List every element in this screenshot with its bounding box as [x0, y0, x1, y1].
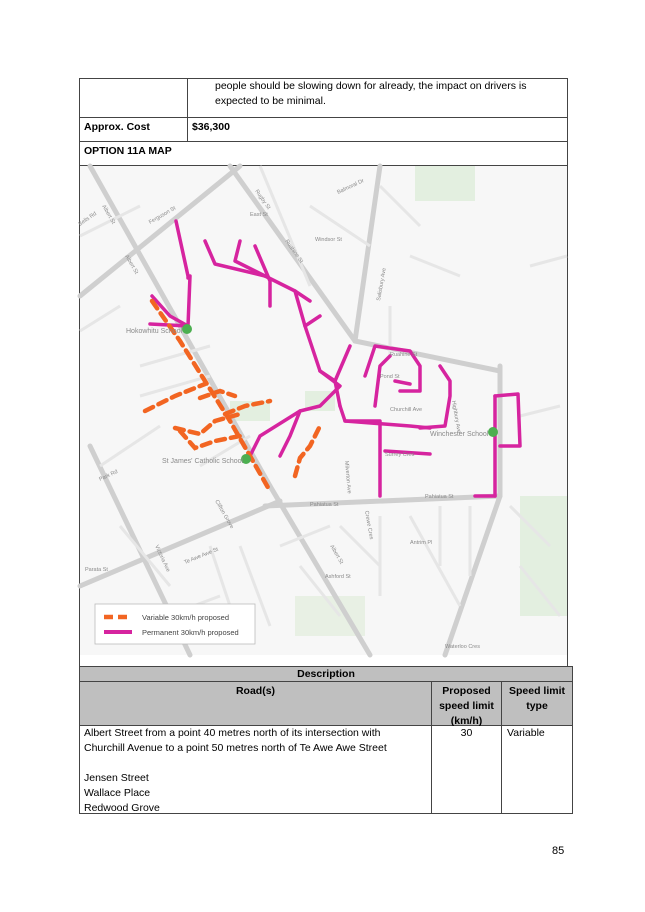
cost-label: Approx. Cost	[84, 121, 150, 133]
legend-variable-label: Variable 30km/h proposed	[142, 613, 229, 622]
street-label: Victoria Ave	[153, 544, 171, 573]
street-label: Park Rd	[98, 468, 119, 483]
table-row-speed-cell: 30	[460, 727, 473, 739]
street-label: Ferguson St	[148, 205, 177, 226]
road-line-4: Wallace Place	[84, 787, 151, 799]
school-label-1: Hokowhitu School	[126, 328, 183, 335]
school-label-2: St James' Catholic School	[162, 458, 244, 465]
col-header-type	[501, 681, 573, 726]
street-label: Surrey Cres	[385, 452, 415, 458]
street-label: Albert St	[100, 204, 117, 226]
street-label: Pahiatua St	[310, 502, 339, 508]
legend-permanent-label: Permanent 30km/h proposed	[142, 628, 239, 637]
col-header-speed-line-1: Proposed	[442, 685, 491, 697]
street-label: Ruahine St	[390, 352, 418, 358]
street-label: Pahiatua St	[425, 494, 454, 500]
street-label: Salisbury Ave	[376, 267, 388, 302]
street-label: Ashford St	[325, 574, 351, 580]
col-header-speed-line-3: (km/h)	[450, 715, 483, 727]
park-area	[520, 496, 567, 616]
continuation-line-1: people should be slowing down for already, the impact on drivers is	[215, 80, 527, 92]
street-label: Albert St	[328, 544, 345, 566]
map-heading: OPTION 11A MAP	[84, 145, 172, 157]
street-label: Pond St	[380, 374, 400, 380]
park-area	[415, 166, 475, 201]
table-row-type-cell: Variable	[507, 727, 545, 739]
col-header-type-line-2: type	[526, 700, 548, 712]
cost-value: $36,300	[192, 121, 230, 133]
street-label: Clifton Grove	[213, 499, 235, 530]
street-label: Parata St	[85, 567, 108, 573]
street-label: Te Awe Awe St	[183, 546, 220, 566]
map-legend	[95, 604, 255, 644]
description-header: Description	[79, 666, 573, 682]
street-label: Rugby St	[253, 188, 272, 211]
page-number: 85	[552, 845, 565, 857]
school-label-3: Winchester School	[430, 431, 489, 438]
street-label: Churchill Ave	[390, 407, 422, 413]
street-label: Highbury Ave	[450, 400, 462, 434]
park-area	[230, 401, 270, 421]
col-header-road: Road(s)	[79, 681, 432, 726]
street-label: East St	[250, 212, 268, 218]
road-line-1: Albert Street from a point 40 metres north of its intersection with	[84, 727, 381, 739]
road-line-2: Churchill Avenue to a point 50 metres north of Te Awe Awe Street	[84, 742, 387, 754]
col-header-speed	[431, 681, 502, 726]
street-label: Waterloo Cres	[445, 644, 480, 650]
road-line-3: Jensen Street	[84, 772, 149, 784]
col-header-speed-line-2: speed limit	[439, 700, 494, 712]
street-label: Ruahine St	[283, 238, 304, 265]
street-label: Windsor St	[315, 237, 342, 243]
street-label: Crewe Cres	[363, 510, 374, 540]
continuation-line-2: expected to be minimal.	[215, 95, 326, 107]
street-label: Antrim Pl	[410, 540, 433, 546]
street-label: Milverton Ave	[343, 460, 352, 494]
continuation-text	[215, 79, 565, 109]
table-row-road-cell	[84, 726, 429, 816]
col-header-type-line-1: Speed limit	[508, 685, 565, 697]
road-line-5: Redwood Grove	[84, 802, 160, 814]
street-label: Bells Rd	[77, 210, 98, 228]
street-label: Balmoral Dr	[336, 178, 366, 196]
option-map	[77, 166, 567, 655]
street-label: Albert St	[123, 254, 140, 276]
